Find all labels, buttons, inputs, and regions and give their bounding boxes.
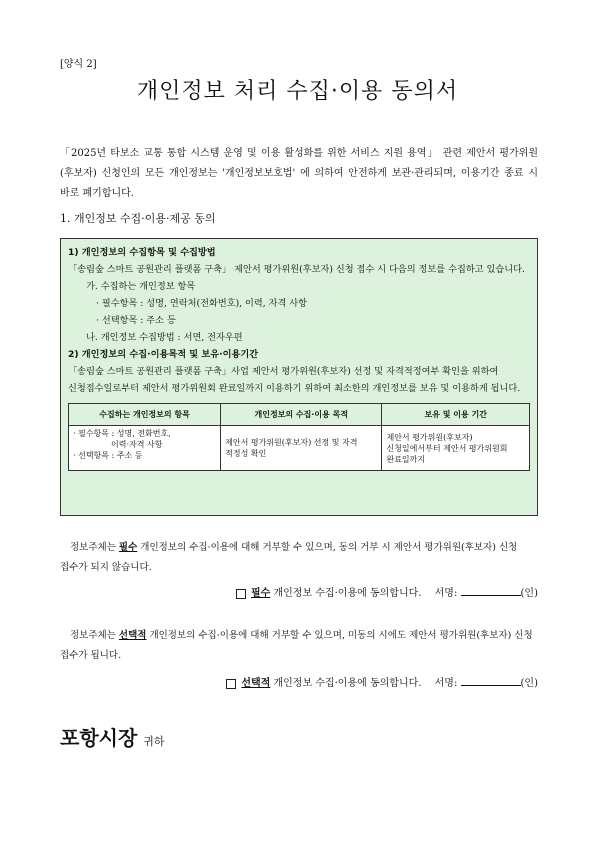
required-items: · 필수항목 : 성명, 연락처(전화번호), 이력, 자격 사항 xyxy=(96,298,308,309)
notice-text: 정보주체는 xyxy=(70,542,119,553)
intro-paragraph: 「2025년 타보소 교통 통합 시스템 운영 및 이용 활성화를 위한 서비스 지원 용역」 관련 제안서 평가위원(후보자) 신청인의 모든 개인정보는 '개인정보보호법' 에 의하여 안전하게 보관·관리되며, 이용기간 종료 시 바로 폐기합니다. xyxy=(60,148,538,199)
notice-emphasis: 선택적 xyxy=(118,630,147,641)
notice-emphasis: 필수 xyxy=(118,542,138,553)
table-cell-line: · 필수항목 : 성명, 전화번호, xyxy=(73,429,171,438)
required-agree-row xyxy=(236,584,538,599)
consent-table xyxy=(68,403,530,471)
table-cell-line: 이력·자격 사항 xyxy=(111,440,163,449)
collection-items-paragraph: 「송림숲 스마트 공원관리 플랫폼 구축」 제안서 평가위원(후보자) 신청 접수 시 다음의 정보를 수집하고 있습니다. xyxy=(68,264,525,275)
addressee xyxy=(60,722,165,751)
optional-notice xyxy=(60,626,538,666)
signature-line[interactable] xyxy=(461,675,521,686)
table-cell-purpose: 제안서 평가위원(후보자) 선정 및 자격 적정성 확인 xyxy=(221,426,382,471)
optional-consent-checkbox[interactable] xyxy=(226,679,236,689)
signature-label: 서명: xyxy=(434,678,458,689)
document-title: 개인정보 처리 수집·이용 동의서 xyxy=(136,79,459,104)
agree-text: 개인정보 수집·이용에 동의합니다. xyxy=(270,678,422,689)
table-header: 개인정보의 수집·이용 목적 xyxy=(221,404,382,426)
table-header: 보유 및 이용 기간 xyxy=(382,404,530,426)
consent-info-box xyxy=(60,238,538,516)
notice-text: 정보주체는 xyxy=(70,630,119,641)
addressee-name: 포항시장 xyxy=(60,726,138,750)
agree-emphasis: 선택적 xyxy=(241,678,271,689)
table-cell-period: 제안서 평가위원(후보자) 신청일에서부터 제안서 평가위원회 완료일까지 xyxy=(382,426,530,471)
purpose-paragraph: 「송림숲 스마트 공원관리 플랫폼 구축」사업 제안서 평가위원(후보자) 선정 및 자격적정여부 확인을 위하여 신청접수일로부터 제안서 평가위원회 완료일까지 이용하기 위하여 최소한의 개인정보를 보유 및 이용하게 됩니다. xyxy=(68,366,521,394)
required-consent-checkbox[interactable] xyxy=(236,589,246,599)
purpose-heading: 2) 개인정보의 수집·이용목적 및 보유·이용기간 xyxy=(68,349,259,360)
signature-line[interactable] xyxy=(461,585,521,596)
table-cell-items xyxy=(69,426,221,471)
table-cell-line: · 선택항목 : 주소 등 xyxy=(73,451,143,460)
table-header: 수집하는 개인정보의 항목 xyxy=(69,404,221,426)
collected-items-label: 가. 수집하는 개인정보 항목 xyxy=(86,281,196,292)
required-notice xyxy=(60,538,538,578)
section-heading-consent: 1. 개인정보 수집·이용·제공 동의 xyxy=(60,212,216,225)
optional-agree-row xyxy=(226,674,538,689)
agree-emphasis: 필수 xyxy=(250,588,271,599)
optional-items: · 선택항목 : 주소 등 xyxy=(96,315,176,326)
addressee-suffix: 귀하 xyxy=(143,735,165,748)
notice-text: 개인정보의 수집·이용에 대해 거부할 수 있으며, 미동의 시에도 제안서 평가위원(후보자) 신청 접수가 됩니다. xyxy=(60,630,533,661)
collection-items-heading: 1) 개인정보의 수집항목 및 수집방법 xyxy=(68,247,216,258)
table-row xyxy=(69,426,530,471)
collection-method: 나. 개인정보 수집방법 : 서면, 전자우편 xyxy=(86,332,243,343)
notice-text: 개인정보의 수집·이용에 대해 거부할 수 있으며, 동의 거부 시 제안서 평가위원(후보자) 신청 접수가 되지 않습니다. xyxy=(60,542,518,573)
seal-label: (인) xyxy=(520,588,538,599)
agree-text: 개인정보 수집·이용에 동의합니다. xyxy=(270,588,422,599)
signature-label: 서명: xyxy=(434,588,458,599)
form-label: [양식 2] xyxy=(60,59,97,70)
seal-label: (인) xyxy=(520,678,538,689)
